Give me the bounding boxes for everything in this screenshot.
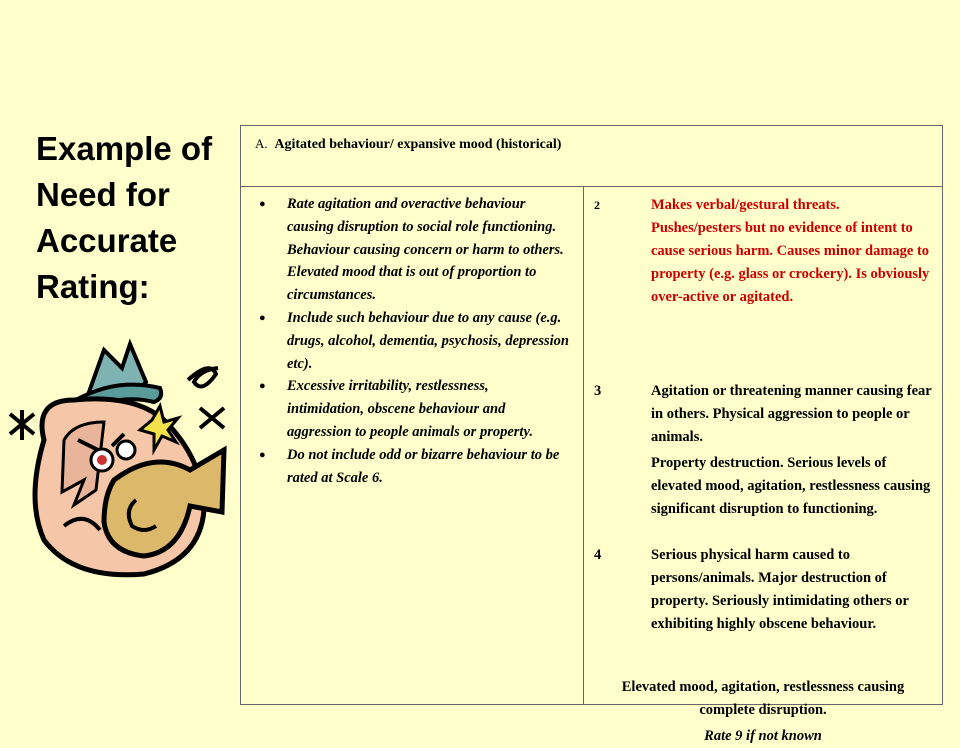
guideline-item: ● Do not include odd or bizarre behaviour to be rated at Scale 6. (249, 444, 569, 490)
guideline-item: ● Include such behaviour due to any cause (e.g. drugs, alcohol, dementia, psychosis, depression etc). (249, 307, 569, 375)
section-header (241, 126, 943, 187)
scale-text: Makes verbal/gestural threats. Pushes/pesters but no evidence of intent to cause serious harm. Causes minor damage to property (e.g. glass or crockery). Is obviously over-active or agitated. (651, 197, 930, 305)
bullet-icon: ● (259, 198, 266, 210)
scale-level-2 (584, 194, 942, 309)
scale-text: Agitation or threatening manner causing fear in others. Physical aggression to people or animals. (651, 383, 932, 445)
scale-text: Serious physical harm caused to persons/animals. Major destruction of property. Seriously intimidating others or exhibiting highly obscene behaviour. (651, 547, 909, 632)
section-label: A. (255, 136, 268, 151)
scale-cell (584, 187, 943, 744)
scale-elevated-note: Elevated mood, agitation, restlessness causing complete disruption. (621, 679, 905, 718)
bullet-icon: ● (259, 380, 266, 393)
guideline-item: ● Excessive irritability, restlessness, intimidation, obscene behaviour and aggression to people animals or property. (249, 375, 569, 443)
bullet-icon: ● (259, 311, 266, 324)
guideline-item: ● Rate agitation and overactive behaviour causing disruption to social role functioning. Behaviour causing concern or harm to others. Elevated mood that is out of proportion to circumstances. (249, 193, 569, 307)
section-heading: Agitated behaviour/ expansive mood (historical) (274, 137, 562, 152)
scale-level-4 (584, 544, 942, 636)
guidelines-list (241, 187, 583, 489)
scale-number: 3 (594, 383, 602, 399)
scale-number: 4 (594, 547, 602, 563)
scale-text: Property destruction. Serious levels of elevated mood, agitation, restlessness causing significant disruption to functioning. (651, 455, 931, 517)
slide-title: Example of Need for Accurate Rating: (36, 130, 213, 305)
angry-face-clipart-icon (4, 330, 236, 590)
guidelines-cell (241, 187, 584, 705)
scale-level-3 (584, 380, 942, 449)
rate-9-note: Rate 9 if not known (704, 728, 822, 744)
rating-table (240, 125, 943, 744)
scale-number: 2 (594, 198, 600, 212)
bullet-icon: ● (259, 448, 266, 461)
scale-level-3-continued (584, 452, 942, 521)
